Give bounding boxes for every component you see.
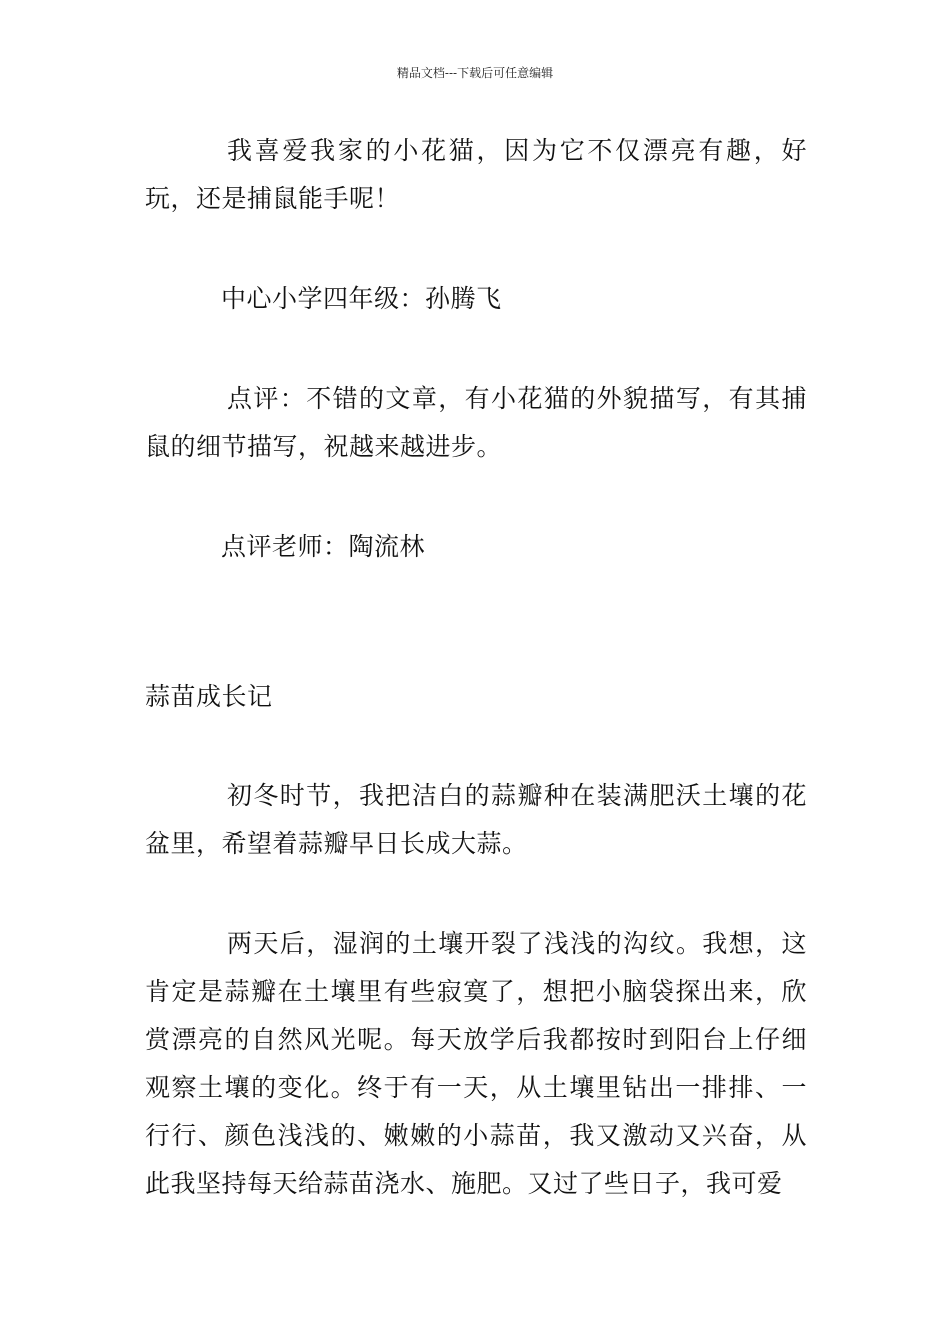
cat-essay-comment: 点评：不错的文章，有小花猫的外貌描写，有其捕鼠的细节描写，祝越来越进步。 — [145, 384, 807, 461]
garlic-essay-paragraph-1: 初冬时节，我把洁白的蒜瓣种在装满肥沃土壤的花盆里，希望着蒜瓣早日长成大蒜。 — [145, 781, 807, 858]
cat-essay-reviewer: 点评老师：陶流林 — [221, 532, 426, 561]
page-header: 精品文档---下载后可任意编辑 — [396, 66, 554, 80]
garlic-essay-paragraph-2: 两天后，湿润的土壤开裂了浅浅的沟纹。我想，这肯定是蒜瓣在土壤里有些寂寞了，想把小脑袋探出来，欣赏漂亮的自然风光呢。每天放学后我都按时到阳台上仔细观察土壤的变化。终于有一天，从土壤里钻出一排排、一行行、颜色浅浅的、嫩嫩的小蒜苗，我又激动又兴奋，从此我坚持每天给蒜苗浇水、施肥。又过了些日子，我可爱 — [145, 929, 807, 1198]
cat-essay-author: 中心小学四年级：孙腾飞 — [221, 284, 502, 313]
garlic-essay-title: 蒜苗成长记 — [145, 682, 273, 711]
cat-essay-paragraph: 我喜爱我家的小花猫，因为它不仅漂亮有趣，好玩，还是捕鼠能手呢！ — [145, 136, 807, 213]
